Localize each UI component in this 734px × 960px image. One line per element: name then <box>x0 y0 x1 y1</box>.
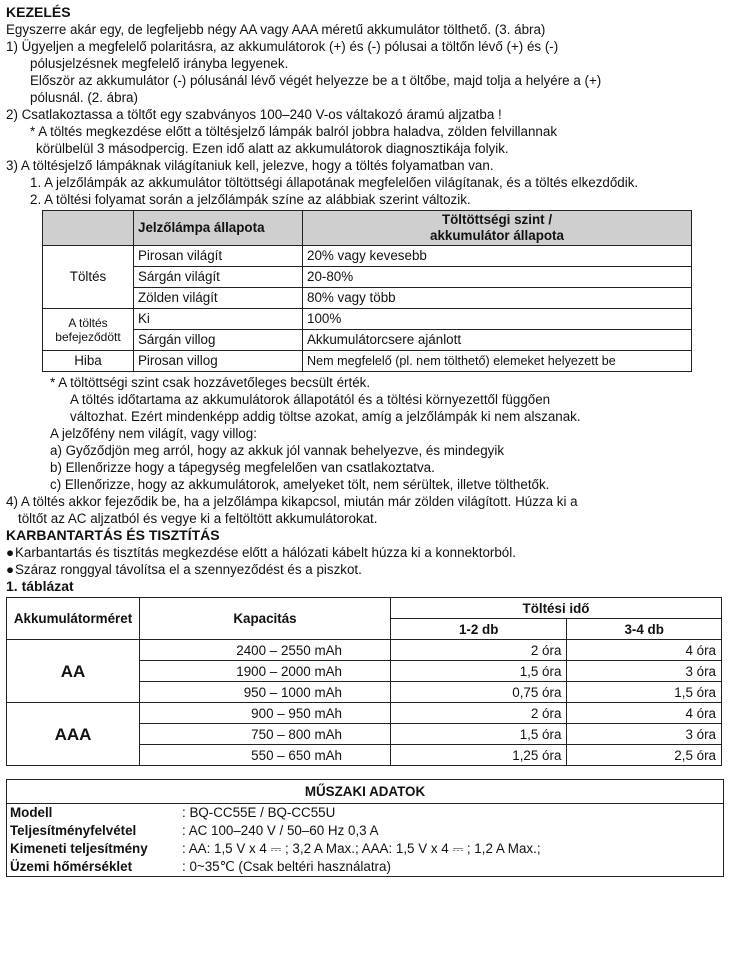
time-34-cell: 4 óra <box>567 703 722 724</box>
spec-value: : AA: 1,5 V x 4 ⎓ ; 3,2 A Max.; AAA: 1,5 V x 4 ⎓ ; 1,2 A Max.; <box>182 841 541 856</box>
maintenance-bullet-2 <box>6 561 730 578</box>
time-34-cell: 3 óra <box>567 661 722 682</box>
step1-line4: pólusnál. (2. ábra) <box>30 90 138 105</box>
note-item-c: c) Ellenőrizze, hogy az akkumulátorok, amelyeket tölt, nem sérültek, illetve tölthetők. <box>50 477 550 492</box>
capacity-cell: 950 – 1000 mAh <box>140 682 391 703</box>
table1-header-34: 3-4 db <box>567 619 722 640</box>
note-line1: * A töltöttségi szint csak hozzávetőleges becsült érték. <box>50 375 371 390</box>
spec-key: Kimeneti teljesítmény <box>10 841 148 856</box>
step1-line1: 1) Ügyeljen a megfelelő polaritásra, az akkumulátorok (+) és (-) pólusai a töltőn lévő (+) és (-) <box>6 39 559 54</box>
capacity-cell: 2400 – 2550 mAh <box>140 640 391 661</box>
time-12-cell: 0,75 óra <box>391 682 567 703</box>
size-aa: AA <box>7 640 140 703</box>
lamp-state: Sárgán világít <box>134 267 303 288</box>
time-12-cell: 2 óra <box>391 640 567 661</box>
intro-text: Egyszerre akár egy, de legfeljebb négy AA vagy AAA méretű akkumulátor tölthető. (3. ábra) <box>6 22 546 37</box>
note-line3: változhat. Ezért mindenképp addig töltse azokat, amíg a jelzőlámpák ki nem alszanak. <box>70 409 581 424</box>
spec-row <box>7 840 723 858</box>
step4-line2: töltőt az AC aljzatból és vegye ki a feltöltött akkumulátorokat. <box>18 511 378 526</box>
time-34-cell: 2,5 óra <box>567 745 722 766</box>
note-item-a: a) Győződjön meg arról, hogy az akkuk jól vannak behelyezve, és mindegyik <box>50 443 505 458</box>
group-done-line1: A töltés <box>68 315 108 330</box>
group-charging: Töltés <box>43 246 134 309</box>
size-aaa: AAA <box>7 703 140 766</box>
lamp-state: Ki <box>134 309 303 330</box>
time-34-cell: 1,5 óra <box>567 682 722 703</box>
table1-header-capacity: Kapacitás <box>140 598 391 640</box>
level-state: 20-80% <box>303 267 692 288</box>
group-done <box>43 309 134 351</box>
capacity-cell: 750 – 800 mAh <box>140 724 391 745</box>
lamp-state: Pirosan világít <box>134 246 303 267</box>
charge-time-table <box>6 597 722 766</box>
step2-note1: * A töltés megkezdése előtt a töltésjelző lámpák balról jobbra haladva, zölden felvillannak <box>30 124 558 139</box>
spec-value: : BQ-CC55E / BQ-CC55U <box>182 805 336 820</box>
table-row <box>43 330 692 351</box>
table1-header-size: Akkumulátorméret <box>7 598 140 640</box>
level-state: 20% vagy kevesebb <box>303 246 692 267</box>
table1-header-row1 <box>7 598 722 619</box>
spec-row <box>7 822 723 840</box>
capacity-cell: 1900 – 2000 mAh <box>140 661 391 682</box>
step4-line1: 4) A töltés akkor fejeződik be, ha a jelzőlámpa kikapcsol, miután már zölden világított. Húzza ki a <box>6 494 578 509</box>
step2-note2: körülbelül 3 másodpercig. Ezen idő alatt az akkumulátorok diagnosztikája folyik. <box>36 141 509 156</box>
level-state: 100% <box>303 309 692 330</box>
table-row <box>7 640 722 661</box>
table-row <box>43 246 692 267</box>
table-row <box>43 288 692 309</box>
maintenance-bullet-1 <box>6 544 730 561</box>
lamp-state: Zölden világít <box>134 288 303 309</box>
time-12-cell: 1,5 óra <box>391 661 567 682</box>
bullet-icon: ● <box>6 545 15 560</box>
table-row <box>43 309 692 330</box>
group-done-line2: befejeződött <box>55 329 121 344</box>
status-header-level-line1: Töltöttségi szint / <box>441 212 553 227</box>
spec-key: Modell <box>10 805 53 820</box>
status-header-blank <box>43 211 134 246</box>
time-34-cell: 3 óra <box>567 724 722 745</box>
maintenance-text-1: Karbantartás és tisztítás megkezdése előtt a hálózati kábelt húzza ki a konnektorból. <box>15 545 516 560</box>
section-title-karbantartas: KARBANTARTÁS ÉS TISZTÍTÁS <box>6 527 220 543</box>
note-line4: A jelzőfény nem világít, vagy villog: <box>50 426 257 441</box>
note-line2: A töltés időtartama az akkumulátorok állapotától és a töltési környezettől függően <box>70 392 551 407</box>
step3-line1: 3) A töltésjelző lámpáknak világítaniuk kell, jelezve, hogy a töltés folyamatban van. <box>6 158 494 173</box>
section-title-kezeles: KEZELÉS <box>6 4 71 20</box>
table-row <box>43 267 692 288</box>
lamp-state: Pirosan villog <box>134 351 303 372</box>
maintenance-text-2: Száraz ronggyal távolítsa el a szennyeződést és a piszkot. <box>15 562 362 577</box>
spec-key: Teljesítményfelvétel <box>10 823 137 838</box>
step1-line2: pólusjelzésnek megfelelő irányba legyenek. <box>30 56 289 71</box>
status-header-lamp: Jelzőlámpa állapota <box>134 211 303 246</box>
level-state: Nem megfelelő (pl. nem tölthető) elemeket helyezett be <box>303 351 692 372</box>
table1-caption: 1. táblázat <box>6 578 74 594</box>
capacity-cell: 550 – 650 mAh <box>140 745 391 766</box>
lamp-state: Sárgán villog <box>134 330 303 351</box>
level-state: 80% vagy több <box>303 288 692 309</box>
table-row <box>43 351 692 372</box>
status-table <box>42 210 692 372</box>
table-row <box>7 703 722 724</box>
status-header-level-line2: akkumulátor állapota <box>430 228 564 243</box>
time-34-cell: 4 óra <box>567 640 722 661</box>
group-error: Hiba <box>43 351 134 372</box>
time-12-cell: 1,25 óra <box>391 745 567 766</box>
time-12-cell: 1,5 óra <box>391 724 567 745</box>
specs-title: MŰSZAKI ADATOK <box>7 780 723 804</box>
spec-value: : AC 100–240 V / 50–60 Hz 0,3 A <box>182 823 379 838</box>
status-table-header <box>43 211 692 246</box>
spec-row <box>7 804 723 822</box>
capacity-cell: 900 – 950 mAh <box>140 703 391 724</box>
status-header-level <box>303 211 692 246</box>
table1-header-12: 1-2 db <box>391 619 567 640</box>
spec-row <box>7 858 723 876</box>
step2-line1: 2) Csatlakoztassa a töltőt egy szabványos 100–240 V-os váltakozó áramú aljzatba ! <box>6 107 502 122</box>
specs-box <box>6 779 724 877</box>
note-item-b: b) Ellenőrizze hogy a tápegység megfelelően van csatlakoztatva. <box>50 460 435 475</box>
level-state: Akkumulátorcsere ajánlott <box>303 330 692 351</box>
spec-key: Üzemi hőmérséklet <box>10 859 133 874</box>
bullet-icon: ● <box>6 562 15 577</box>
time-12-cell: 2 óra <box>391 703 567 724</box>
step1-line3: Először az akkumulátor (-) pólusánál lévő végét helyezze be a t öltőbe, majd tolja a helyére a (+) <box>30 73 602 88</box>
step3-item1: 1. A jelzőlámpák az akkumulátor töltöttségi állapotának megfelelően világítanak, és a töltés elkezdődik. <box>30 175 639 190</box>
step3-item2: 2. A töltési folyamat során a jelzőlámpák színe az alábbiak szerint változik. <box>30 192 471 207</box>
table1-header-time: Töltési idő <box>391 598 722 619</box>
spec-value: : 0~35℃ (Csak beltéri használatra) <box>182 859 391 874</box>
